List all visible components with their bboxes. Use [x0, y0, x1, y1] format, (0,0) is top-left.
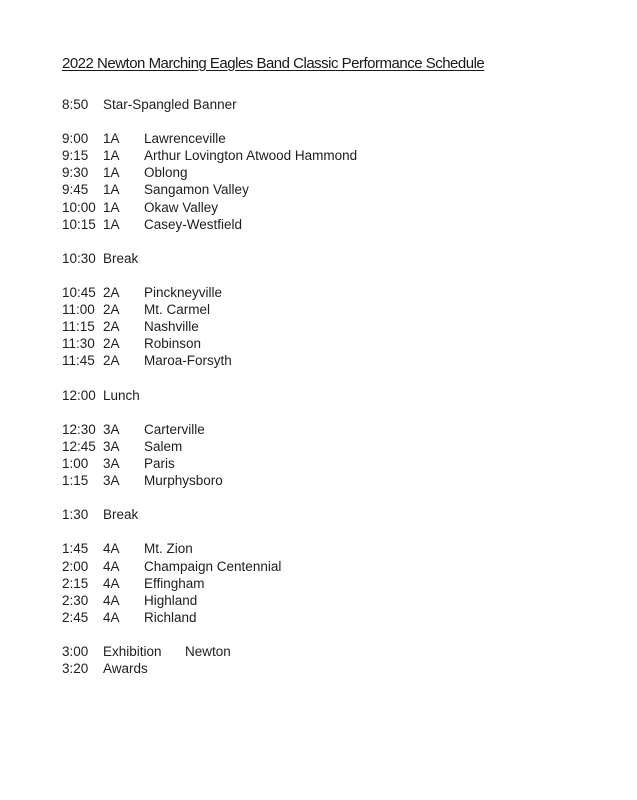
time-cell: 11:15: [62, 319, 95, 335]
class-cell: 4A: [103, 558, 120, 574]
schedule-row: [62, 301, 617, 318]
class-cell: 4A: [103, 609, 120, 625]
time-cell: 2:45: [62, 609, 89, 625]
school-cell: Effingham: [144, 575, 205, 591]
time-cell: 1:15: [62, 473, 89, 489]
time-cell: 11:30: [62, 336, 95, 352]
class-cell: 3A: [103, 455, 120, 471]
schedule-row: [62, 130, 617, 147]
time-cell: 10:15: [62, 216, 96, 232]
document-content: [62, 54, 617, 677]
schedule-section: [62, 421, 617, 489]
class-cell: 2A: [103, 353, 120, 369]
page-title: 2022 Newton Marching Eagles Band Classic Performance Schedule: [62, 55, 485, 72]
schedule-row: [62, 660, 617, 677]
schedule-section: [62, 96, 617, 113]
school-cell: Paris: [144, 455, 175, 471]
class-cell: 2A: [103, 285, 120, 301]
time-cell: 11:45: [62, 353, 95, 369]
schedule: [62, 96, 617, 677]
school-cell: Mt. Zion: [144, 541, 193, 557]
time-cell: 10:45: [62, 285, 96, 301]
time-cell: 12:45: [62, 438, 96, 454]
school-cell: Champaign Centennial: [144, 558, 282, 574]
class-cell: Lunch: [103, 387, 140, 403]
time-cell: 2:00: [62, 558, 89, 574]
class-cell: 4A: [103, 575, 120, 591]
schedule-row: [62, 472, 617, 489]
class-cell: 4A: [103, 592, 120, 608]
time-cell: 12:00: [62, 387, 96, 403]
class-cell: Awards: [103, 661, 148, 677]
class-cell: Exhibition: [103, 644, 162, 659]
schedule-section: [62, 506, 617, 523]
schedule-row: [62, 592, 617, 609]
time-cell: 3:20: [62, 661, 89, 677]
school-cell: Murphysboro: [144, 473, 223, 489]
time-cell: 10:30: [62, 250, 96, 266]
schedule-row: [62, 575, 617, 592]
schedule-row: [62, 540, 617, 557]
schedule-row: [62, 438, 617, 455]
time-cell: 1:30: [62, 507, 89, 523]
school-cell: Sangamon Valley: [144, 182, 249, 198]
school-cell: Lawrenceville: [144, 131, 226, 147]
schedule-row: [62, 455, 617, 472]
time-cell: 1:45: [62, 541, 89, 557]
school-cell: Arthur Lovington Atwood Hammond: [144, 148, 358, 164]
class-cell: 3A: [103, 473, 120, 489]
class-cell: 2A: [103, 336, 120, 352]
time-cell: 9:45: [62, 182, 89, 198]
schedule-section: [62, 284, 617, 369]
class-cell: 3A: [103, 421, 120, 437]
schedule-row: [62, 421, 617, 438]
school-cell: Richland: [144, 609, 197, 625]
time-cell: 2:30: [62, 592, 89, 608]
schedule-row: [62, 284, 617, 301]
time-cell: 12:30: [62, 421, 96, 437]
class-cell: Star-Spangled Banner: [103, 97, 237, 112]
schedule-row: [62, 181, 617, 198]
school-cell: Robinson: [144, 336, 202, 352]
schedule-row: [62, 250, 617, 267]
school-cell: Okaw Valley: [144, 199, 219, 215]
schedule-section: [62, 540, 617, 625]
class-cell: 1A: [103, 131, 120, 147]
time-cell: 11:00: [62, 302, 95, 318]
schedule-row: [62, 643, 617, 660]
schedule-row: [62, 387, 617, 404]
class-cell: 2A: [103, 319, 120, 335]
schedule-row: [62, 199, 617, 216]
schedule-row: [62, 147, 617, 164]
school-cell: Maroa-Forsyth: [144, 353, 232, 369]
class-cell: Break: [103, 250, 139, 266]
schedule-section: [62, 130, 617, 233]
time-cell: 3:00: [62, 644, 89, 659]
class-cell: 1A: [103, 216, 120, 232]
schedule-section: [62, 250, 617, 267]
school-cell: Newton: [185, 644, 231, 659]
time-cell: 10:00: [62, 199, 96, 215]
schedule-row: [62, 609, 617, 626]
school-cell: Casey-Westfield: [144, 216, 243, 232]
school-cell: Pinckneyville: [144, 285, 223, 301]
school-cell: Nashville: [144, 319, 199, 335]
schedule-row: [62, 506, 617, 523]
schedule-row: [62, 558, 617, 575]
class-cell: 1A: [103, 199, 120, 215]
class-cell: Break: [103, 507, 139, 523]
class-cell: 3A: [103, 438, 120, 454]
class-cell: 1A: [103, 182, 120, 198]
schedule-row: [62, 216, 617, 233]
schedule-row: [62, 164, 617, 181]
class-cell: 2A: [103, 302, 120, 318]
class-cell: 4A: [103, 541, 120, 557]
class-cell: 1A: [103, 165, 120, 181]
time-cell: 9:30: [62, 165, 89, 181]
school-cell: Oblong: [144, 165, 188, 181]
school-cell: Salem: [144, 438, 183, 454]
school-cell: Mt. Carmel: [144, 302, 211, 318]
schedule-section: [62, 643, 617, 677]
time-cell: 1:00: [62, 455, 89, 471]
school-cell: Highland: [144, 592, 198, 608]
schedule-row: [62, 352, 617, 369]
time-cell: 2:15: [62, 575, 89, 591]
time-cell: 8:50: [62, 97, 89, 112]
time-cell: 9:00: [62, 131, 89, 147]
time-cell: 9:15: [62, 148, 89, 164]
schedule-section: [62, 387, 617, 404]
class-cell: 1A: [103, 148, 120, 164]
schedule-row: [62, 318, 617, 335]
school-cell: Carterville: [144, 421, 205, 437]
schedule-row: [62, 96, 617, 113]
schedule-row: [62, 335, 617, 352]
